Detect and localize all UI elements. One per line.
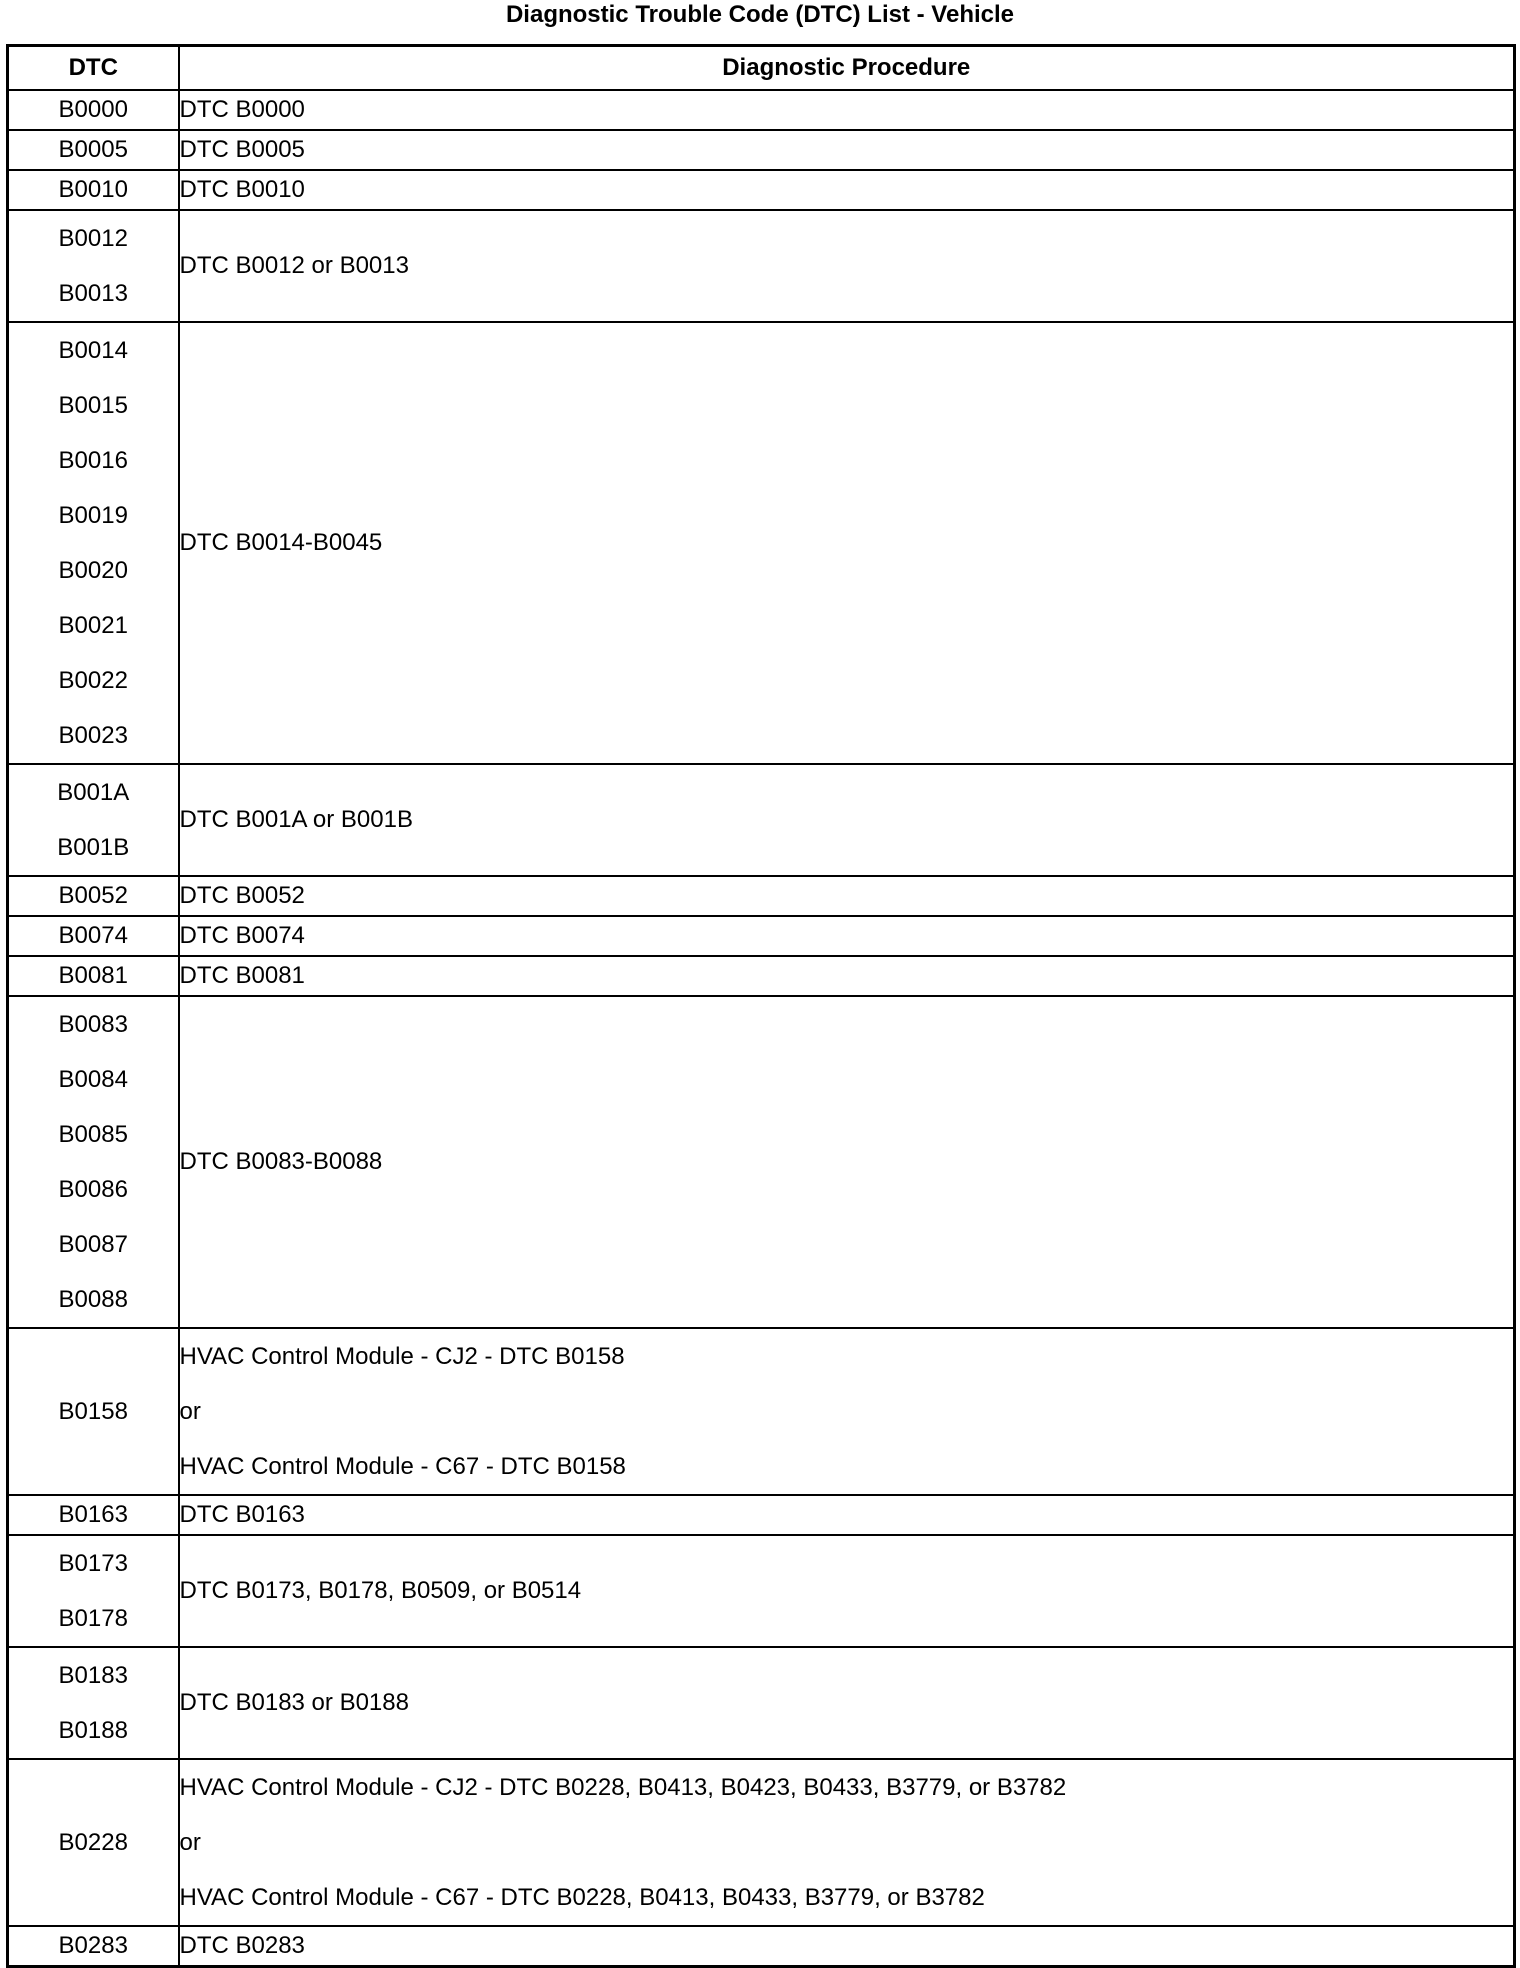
dtc-code: B0087 — [58, 1231, 128, 1258]
procedure-cell — [179, 90, 1515, 130]
dtc-code: B0074 — [58, 922, 128, 949]
dtc-code-cell — [8, 996, 179, 1328]
procedure-cell — [179, 956, 1515, 996]
dtc-code: B0183 — [58, 1662, 128, 1689]
procedure-cell — [179, 876, 1515, 916]
procedure-text: or — [179, 1398, 201, 1425]
dtc-code-cell — [8, 1495, 179, 1535]
dtc-code-cell — [8, 322, 179, 764]
dtc-code-cell — [8, 956, 179, 996]
procedure-text: DTC B0012 or B0013 — [179, 252, 409, 279]
procedure-cell — [179, 996, 1515, 1328]
dtc-code: B0013 — [58, 280, 128, 307]
table-row — [8, 1535, 1515, 1647]
procedure-text: HVAC Control Module - CJ2 - DTC B0158 — [179, 1343, 625, 1370]
table-body — [8, 90, 1515, 1967]
dtc-code: B0228 — [58, 1829, 128, 1856]
procedure-cell — [179, 1647, 1515, 1759]
dtc-code-cell — [8, 916, 179, 956]
procedure-cell — [179, 1535, 1515, 1647]
dtc-code: B0173 — [58, 1550, 128, 1577]
header-row — [8, 46, 1515, 91]
procedure-cell — [179, 1328, 1515, 1495]
procedure-text: DTC B0083-B0088 — [179, 1148, 383, 1175]
dtc-code: B0188 — [58, 1717, 128, 1744]
dtc-code: B0283 — [58, 1932, 128, 1959]
table-row — [8, 1647, 1515, 1759]
dtc-code: B0021 — [58, 612, 128, 639]
procedure-cell — [179, 210, 1515, 322]
dtc-code: B0005 — [58, 136, 128, 163]
dtc-code: B0019 — [58, 502, 128, 529]
dtc-code: B0085 — [58, 1121, 128, 1148]
procedure-text: DTC B0010 — [179, 176, 305, 203]
procedure-text: DTC B0283 — [179, 1932, 305, 1959]
dtc-code-cell — [8, 1328, 179, 1495]
procedure-text: DTC B0183 or B0188 — [179, 1689, 409, 1716]
procedure-text: HVAC Control Module - C67 - DTC B0158 — [179, 1453, 626, 1480]
table-row — [8, 916, 1515, 956]
dtc-code: B0052 — [58, 882, 128, 909]
dtc-code: B0084 — [58, 1066, 128, 1093]
procedure-cell — [179, 764, 1515, 876]
dtc-code: B0083 — [58, 1011, 128, 1038]
dtc-code-cell — [8, 1535, 179, 1647]
dtc-code: B0088 — [58, 1286, 128, 1313]
procedure-text: DTC B0052 — [179, 882, 305, 909]
dtc-code-cell — [8, 90, 179, 130]
dtc-code: B0081 — [58, 962, 128, 989]
procedure-cell — [179, 1759, 1515, 1926]
procedure-text: DTC B0014-B0045 — [179, 529, 383, 556]
table-row — [8, 1495, 1515, 1535]
table-row — [8, 170, 1515, 210]
procedure-cell — [179, 322, 1515, 764]
table-row — [8, 1926, 1515, 1967]
table-row — [8, 876, 1515, 916]
procedure-cell — [179, 916, 1515, 956]
dtc-code-cell — [8, 170, 179, 210]
dtc-code: B0023 — [58, 722, 128, 749]
table-row — [8, 996, 1515, 1328]
dtc-code: B0010 — [58, 176, 128, 203]
dtc-code-cell — [8, 1926, 179, 1967]
dtc-code-cell — [8, 1647, 179, 1759]
dtc-code: B001A — [57, 779, 130, 806]
procedure-text: HVAC Control Module - CJ2 - DTC B0228, B0413, B0423, B0433, B3779, or B3782 — [179, 1774, 1067, 1801]
procedure-text: DTC B0173, B0178, B0509, or B0514 — [179, 1577, 582, 1604]
procedure-text: DTC B0163 — [179, 1501, 305, 1528]
table-row — [8, 1328, 1515, 1495]
dtc-code-cell — [8, 764, 179, 876]
procedure-text: HVAC Control Module - C67 - DTC B0228, B0413, B0433, B3779, or B3782 — [179, 1884, 985, 1911]
dtc-code-cell — [8, 130, 179, 170]
procedure-text: or — [179, 1829, 201, 1856]
dtc-code: B0000 — [58, 96, 128, 123]
procedure-text: DTC B0074 — [179, 922, 305, 949]
dtc-code: B0158 — [58, 1398, 128, 1425]
table-row — [8, 322, 1515, 764]
table-row — [8, 956, 1515, 996]
dtc-code-cell — [8, 1759, 179, 1926]
procedure-text: DTC B0000 — [179, 96, 305, 123]
dtc-code: B0016 — [58, 447, 128, 474]
dtc-code: B0086 — [58, 1176, 128, 1203]
procedure-text: DTC B001A or B001B — [179, 806, 413, 833]
page-title: Diagnostic Trouble Code (DTC) List - Vehicle — [505, 1, 1015, 28]
procedure-text: DTC B0081 — [179, 962, 305, 989]
procedure-column-header: Diagnostic Procedure — [179, 46, 1515, 91]
dtc-column-header: DTC — [8, 46, 179, 91]
table-row — [8, 1759, 1515, 1926]
dtc-code: B0163 — [58, 1501, 128, 1528]
dtc-code: B0022 — [58, 667, 128, 694]
table-row — [8, 764, 1515, 876]
table-row — [8, 90, 1515, 130]
procedure-text: DTC B0005 — [179, 136, 305, 163]
dtc-code: B0020 — [58, 557, 128, 584]
dtc-code: B0014 — [58, 337, 128, 364]
dtc-code: B0015 — [58, 392, 128, 419]
dtc-code: B0012 — [58, 225, 128, 252]
dtc-table — [6, 44, 1516, 1968]
table-row — [8, 210, 1515, 322]
dtc-code: B001B — [57, 834, 130, 861]
procedure-cell — [179, 130, 1515, 170]
dtc-code: B0178 — [58, 1605, 128, 1632]
procedure-cell — [179, 170, 1515, 210]
table-row — [8, 130, 1515, 170]
procedure-cell — [179, 1926, 1515, 1967]
procedure-cell — [179, 1495, 1515, 1535]
dtc-code-cell — [8, 210, 179, 322]
dtc-code-cell — [8, 876, 179, 916]
